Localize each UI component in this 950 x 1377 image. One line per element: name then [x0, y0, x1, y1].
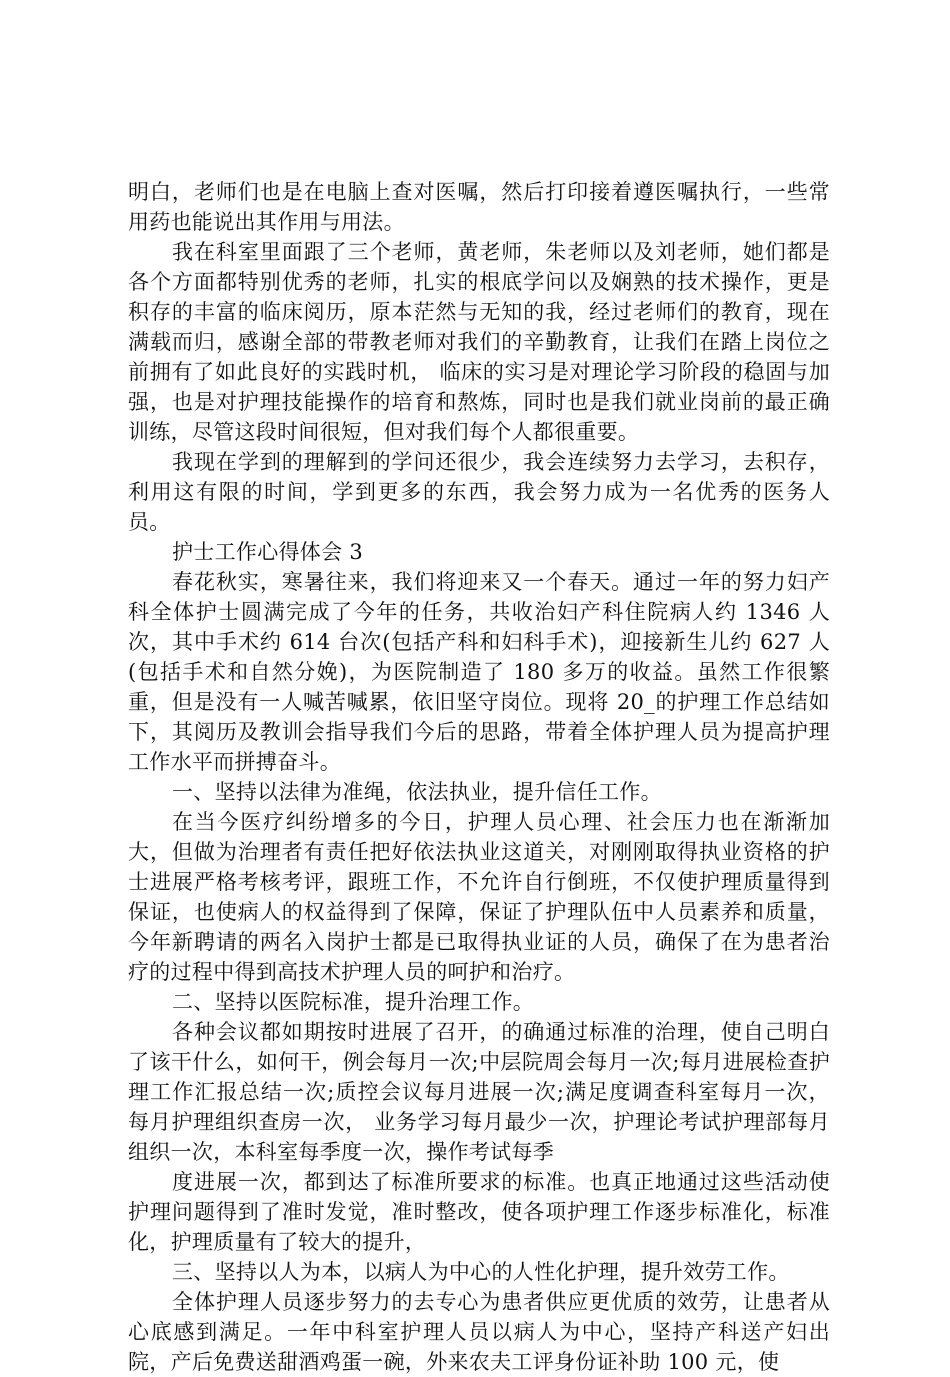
paragraph: 明白，老师们也是在电脑上查对医嘱，然后打印接着遵医嘱执行，一些常用药也能说出其作用与用法。	[128, 180, 830, 234]
section-heading: 二、坚持以医院标准，提升治理工作。	[172, 990, 535, 1014]
paragraph: 我现在学到的理解到的学问还很少，我会连续努力去学习，去积存，利用这有限的时间，学到更多的东西，我会努力成为一名优秀的医务人员。	[128, 450, 830, 534]
paragraph: 我在科室里面跟了三个老师，黄老师，朱老师以及刘老师，她们都是各个方面都特别优秀的老师，扎实的根底学问以及娴熟的技术操作，更是积存的丰富的临床阅历，原本茫然与无知的我，经过老师们的教育，现在满载而归，感谢全部的带教老师对我们的辛勤教育，让我们在踏上岗位之前拥有了如此良好的实践时机， 临床的实习是对理论学习阶段的稳固与加强，也是对护理技能操作的培育和熬炼，同时也是我们就业岗前的最正确训练，尽管这段时间很短，但对我们每个人都很重要。	[128, 240, 830, 444]
section-heading: 一、坚持以法律为准绳，依法执业，提升信任工作。	[172, 780, 662, 804]
paragraph: 度进展一次，都到达了标准所要求的标准。也真正地通过这些活动使护理问题得到了准时发觉，准时整改，使各项护理工作逐步标准化，标准化，护理质量有了较大的提升，	[128, 1170, 830, 1254]
paragraph: 在当今医疗纠纷增多的今日，护理人员心理、社会压力也在渐渐加大，但做为治理者有责任把好依法执业这道关，对刚刚取得执业资格的护士进展严格考核考评，跟班工作，不允许自行倒班，不仅使护理质量得到保证，也使病人的权益得到了保障，保证了护理队伍中人员素养和质量，今年新聘请的两名入岗护士都是已取得执业证的人员，确保了在为患者治疗的过程中得到高技术护理人员的呵护和治疗。	[128, 810, 830, 984]
paragraph: 各种会议都如期按时进展了召开，的确通过标准的治理，使自己明白了该干什么，如何干，例会每月一次;中层院周会每月一次;每月进展检查护理工作汇报总结一次;质控会议每月进展一次;满足度调查科室每月一次， 每月护理组织查房一次， 业务学习每月最少一次，护理论考试护理部每月组织一次，本科室每季度一次，操作考试每季	[128, 1020, 830, 1164]
paragraph: 全体护理人员逐步努力的去专心为患者供应更优质的效劳，让患者从心底感到满足。一年中科室护理人员以病人为中心，坚持产科送产妇出院，产后免费送甜酒鸡蛋一碗，外来农夫工评身份证补助 100 元，使	[128, 1290, 830, 1374]
section-heading: 三、坚持以人为本，以病人为中心的人性化护理，提升效劳工作。	[172, 1260, 790, 1284]
section-heading: 护士工作心得体会 3	[172, 540, 364, 564]
document-body	[128, 177, 830, 1377]
paragraph: 春花秋实，寒暑往来，我们将迎来又一个春天。通过一年的努力妇产科全体护士圆满完成了今年的任务，共收治妇产科住院病人约 1346 人次，其中手术约 614 台次(包括产科和妇科手术)，迎接新生儿约 627 人(包括手术和自然分娩)，为医院制造了 180 多万的收益。虽然工作很繁重，但是没有一人喊苦喊累，依旧坚守岗位。现将 20_的护理工作总结如下，其阅历及教训会指导我们今后的思路，带着全体护理人员为提高护理工作水平而拼搏奋斗。	[128, 570, 830, 774]
